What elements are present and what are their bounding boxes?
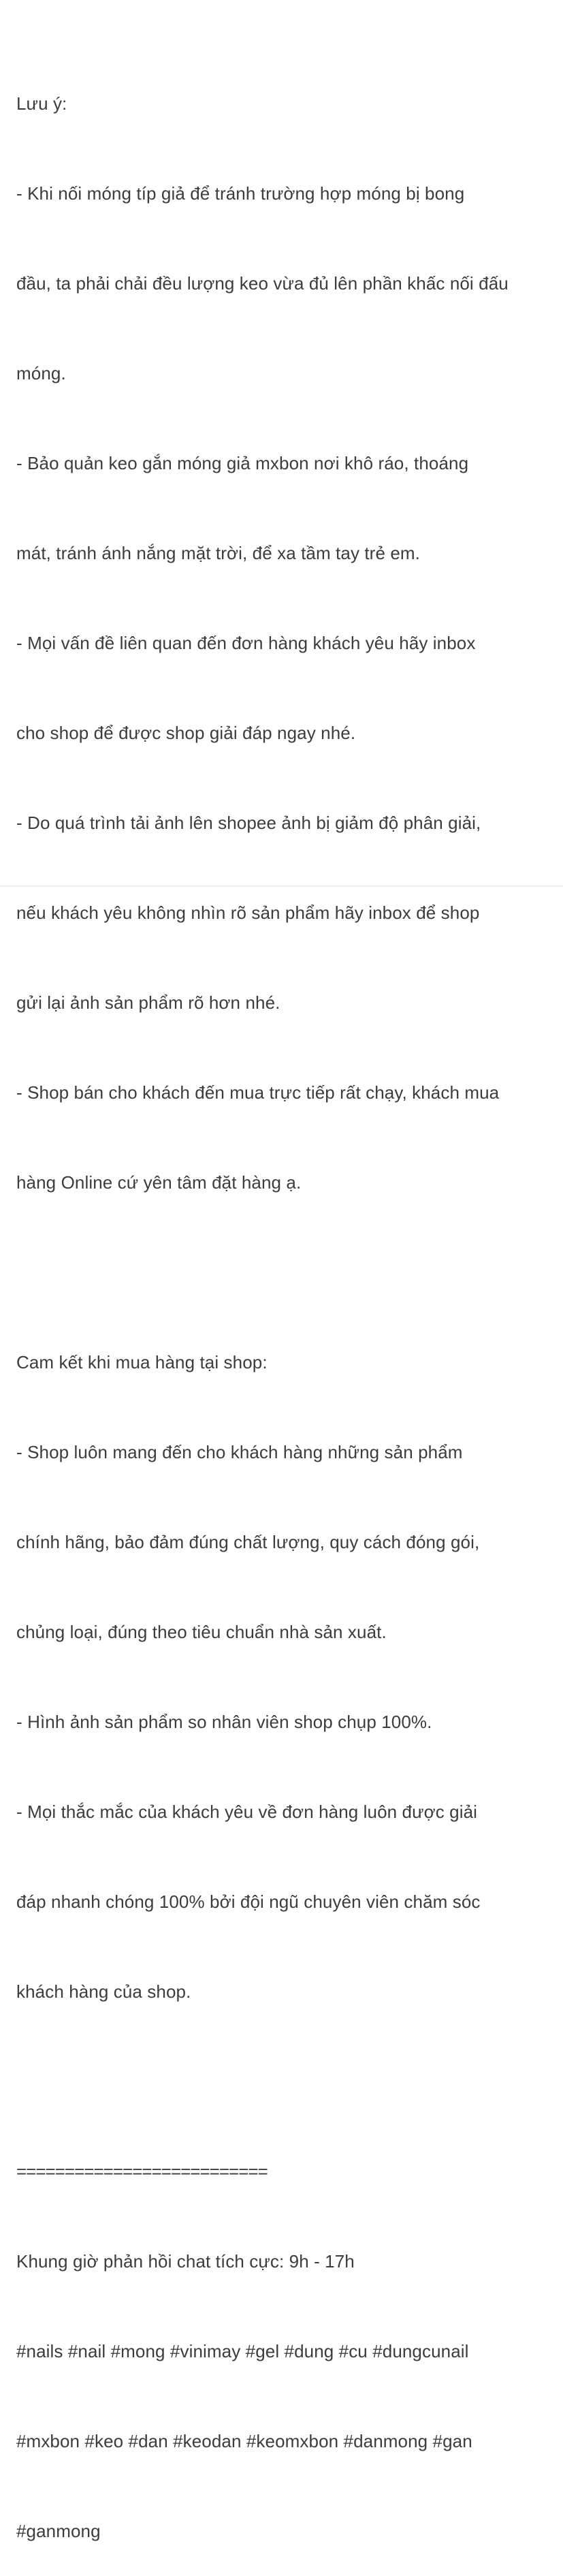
note-line: - Khi nối móng típ giả để tránh trường hợp móng bị bong bbox=[16, 183, 465, 204]
commitment-line: khách hàng của shop. bbox=[16, 1981, 191, 2002]
note-line: - Mọi vấn đề liên quan đến đơn hàng khách yêu hãy inbox bbox=[16, 633, 476, 653]
separator-line: ========================== bbox=[16, 2161, 268, 2182]
note-line: mát, tránh ánh nắng mặt trời, để xa tầm tay trẻ em. bbox=[16, 543, 420, 563]
note-line: - Shop bán cho khách đến mua trực tiếp rất chạy, khách mua bbox=[16, 1082, 500, 1103]
paragraph-spacer bbox=[16, 2067, 554, 2096]
hashtag-line: #mxbon #keo #dan #keodan #keomxbon #danmong #gan bbox=[16, 2431, 472, 2451]
product-description bbox=[16, 29, 554, 2576]
commitment-line: chủng loại, đúng theo tiêu chuẩn nhà sản xuất. bbox=[16, 1622, 387, 1642]
note-line: cho shop để được shop giải đáp ngay nhé. bbox=[16, 723, 356, 743]
note-line: móng. bbox=[16, 363, 66, 383]
commitment-line: - Hình ảnh sản phẩm so nhân viên shop chụp 100%. bbox=[16, 1712, 432, 1732]
commitment-line: chính hãng, bảo đảm đúng chất lượng, quy cách đóng gói, bbox=[16, 1532, 480, 1552]
note-line: hàng Online cứ yên tâm đặt hàng ạ. bbox=[16, 1172, 302, 1193]
bottom-divider bbox=[0, 885, 563, 887]
commitment-heading: Cam kết khi mua hàng tại shop: bbox=[16, 1352, 268, 1372]
chat-hours: Khung giờ phản hồi chat tích cực: 9h - 17h bbox=[16, 2251, 355, 2272]
note-line: - Bảo quản keo gắn móng giả mxbon nơi khô ráo, thoáng bbox=[16, 453, 469, 473]
note-heading: Lưu ý: bbox=[16, 93, 67, 114]
commitment-line: đáp nhanh chóng 100% bởi đội ngũ chuyên viên chăm sóc bbox=[16, 1891, 481, 1912]
hashtag-line: #nails #nail #mong #vinimay #gel #dung #cu #dungcunail bbox=[16, 2341, 469, 2361]
paragraph-spacer bbox=[16, 1257, 554, 1287]
commitment-line: - Mọi thắc mắc của khách yêu về đơn hàng luôn được giải bbox=[16, 1802, 478, 1822]
note-line: - Do quá trình tải ảnh lên shopee ảnh bị giảm độ phân giải, bbox=[16, 813, 481, 833]
note-line: nếu khách yêu không nhìn rõ sản phẩm hãy inbox để shop bbox=[16, 902, 480, 923]
hashtag-line: #ganmong bbox=[16, 2521, 101, 2541]
commitment-line: - Shop luôn mang đến cho khách hàng những sản phẩm bbox=[16, 1442, 463, 1462]
note-line: gửi lại ảnh sản phẩm rõ hơn nhé. bbox=[16, 992, 280, 1013]
note-line: đầu, ta phải chải đều lượng keo vừa đủ lên phần khấc nối đấu bbox=[16, 273, 509, 294]
